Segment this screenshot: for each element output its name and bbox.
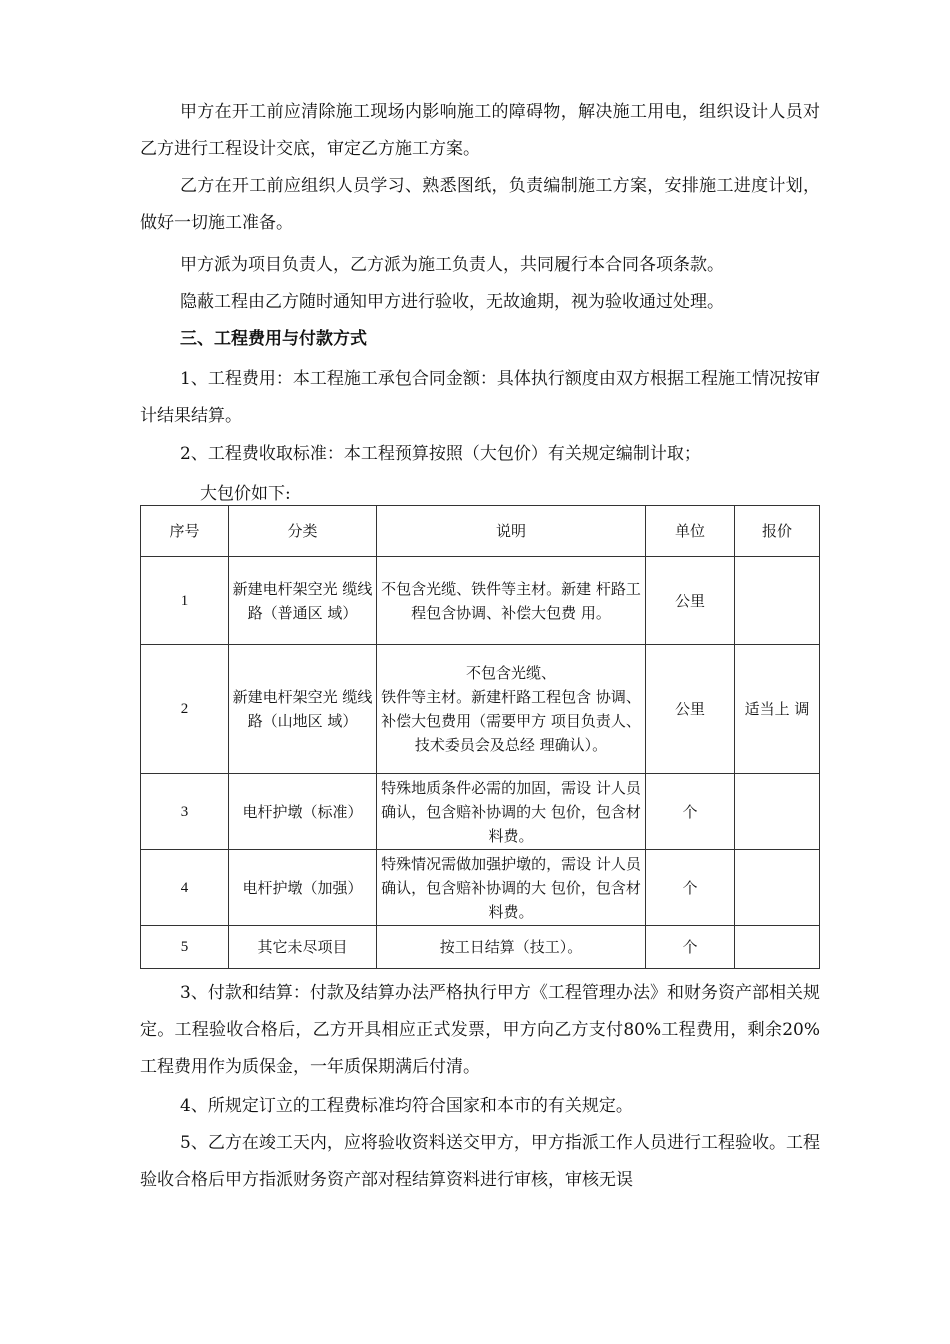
paragraph-contract-amount: 1、工程费用：本工程施工承包合同金额：具体执行额度由双方根据工程施工情况按审计结果结算。 xyxy=(140,369,820,426)
price-table xyxy=(140,505,820,969)
table-row xyxy=(141,645,820,774)
paragraph-responsible-persons: 甲方派为项目负责人，乙方派为施工负责人，共同履行本合同各项条款。 xyxy=(180,255,724,275)
header-no: 序号 xyxy=(141,506,229,557)
section-heading-costs: 三、工程费用与付款方式 xyxy=(180,329,367,349)
table-header-row xyxy=(141,506,820,557)
header-price: 报价 xyxy=(735,506,820,557)
cell-description: 特殊地质条件必需的加固，需设 计人员确认，包含赔补协调的大 包价，包含材料费。 xyxy=(377,774,646,850)
header-unit: 单位 xyxy=(646,506,735,557)
paragraph-fee-compliance: 4、所规定订立的工程费标准均符合国家和本市的有关规定。 xyxy=(180,1096,633,1116)
cell-category: 新建电杆架空光 缆线路（山地区 域） xyxy=(229,645,377,774)
cell-category: 新建电杆架空光 缆线路（普通区 域） xyxy=(229,557,377,645)
paragraph-fee-standard: 2、工程费收取标准：本工程预算按照（大包价）有关规定编制计取； xyxy=(180,444,701,464)
cell-unit: 公里 xyxy=(646,645,735,774)
table-row xyxy=(141,557,820,645)
cell-unit: 公里 xyxy=(646,557,735,645)
cell-price xyxy=(735,850,820,926)
paragraph-contractor-preparation: 乙方在开工前应组织人员学习、熟悉图纸，负责编制施工方案，安排施工进度计划，做好一切施工准备。 xyxy=(140,176,820,233)
cell-unit: 个 xyxy=(646,774,735,850)
cell-description: 特殊情况需做加强护墩的，需设 计人员确认，包含赔补协调的大 包价，包含材料费。 xyxy=(377,850,646,926)
table-row xyxy=(141,926,820,969)
cell-price xyxy=(735,774,820,850)
cell-price xyxy=(735,926,820,969)
cell-no: 2 xyxy=(141,645,229,774)
table-caption: 大包价如下: xyxy=(200,484,291,504)
cell-no: 3 xyxy=(141,774,229,850)
cell-category: 其它未尽项目 xyxy=(229,926,377,969)
cell-description: 不包含光缆、 铁件等主材。新建杆路工程包含 协调、补偿大包费用（需要甲方 项目负责人、技术委员会及总经 理确认）。 xyxy=(377,645,646,774)
cell-unit: 个 xyxy=(646,850,735,926)
cell-price: 适当上 调 xyxy=(735,645,820,774)
table-row xyxy=(141,774,820,850)
table-row xyxy=(141,850,820,926)
cell-description: 按工日结算（技工）。 xyxy=(377,926,646,969)
cell-description: 不包含光缆、铁件等主材。新建 杆路工程包含协调、补偿大包费 用。 xyxy=(377,557,646,645)
cell-no: 4 xyxy=(141,850,229,926)
cell-no: 5 xyxy=(141,926,229,969)
cell-no: 1 xyxy=(141,557,229,645)
header-description: 说明 xyxy=(377,506,646,557)
cell-category: 电杆护墩（加强） xyxy=(229,850,377,926)
header-category: 分类 xyxy=(229,506,377,557)
paragraph-site-preparation: 甲方在开工前应清除施工现场内影响施工的障碍物，解决施工用电，组织设计人员对乙方进行工程设计交底，审定乙方施工方案。 xyxy=(140,102,820,159)
paragraph-acceptance: 5、乙方在竣工天内，应将验收资料送交甲方，甲方指派工作人员进行工程验收。工程验收合格后甲方指派财务资产部对程结算资料进行审核，审核无误 xyxy=(140,1133,820,1190)
cell-category: 电杆护墩（标准） xyxy=(229,774,377,850)
paragraph-payment-settlement: 3、付款和结算：付款及结算办法严格执行甲方《工程管理办法》和财务资产部相关规定。工程验收合格后，乙方开具相应正式发票，甲方向乙方支付80%工程费用，剩余20%工程费用作为质保金，一年质保期满后付清。 xyxy=(140,983,820,1077)
cell-unit: 个 xyxy=(646,926,735,969)
paragraph-concealed-works: 隐蔽工程由乙方随时通知甲方进行验收，无故逾期，视为验收通过处理。 xyxy=(180,292,724,312)
cell-price xyxy=(735,557,820,645)
